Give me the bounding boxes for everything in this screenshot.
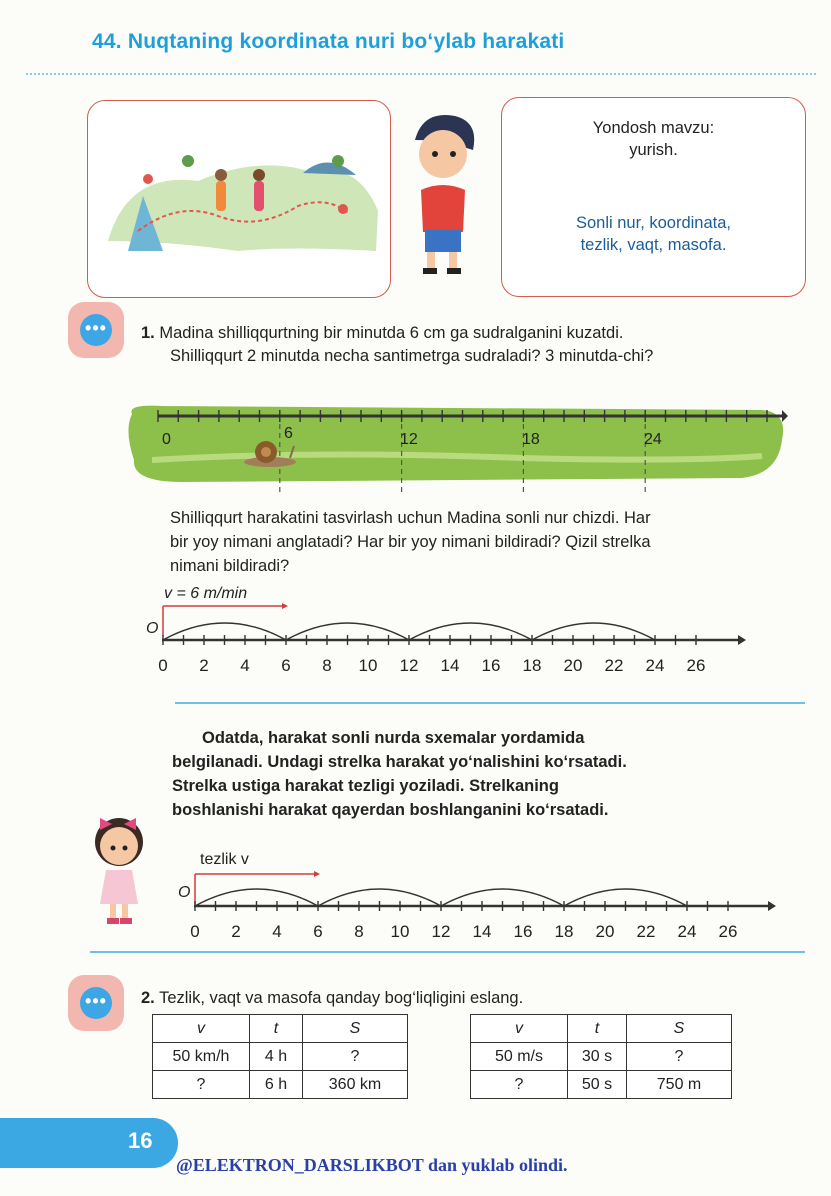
number-line-rule (170, 842, 790, 944)
hiking-illustration-frame (87, 100, 391, 298)
axis-label: 2 (199, 656, 209, 675)
speed-table-2 (470, 1014, 732, 1099)
chat-bubble-icon: ••• (68, 302, 124, 358)
boy-character (403, 110, 483, 280)
girl-character (86, 808, 152, 930)
axis-label: 8 (354, 922, 364, 941)
task1-desc-2: bir yoy nimani anglatadi? Har bir yoy nimani bildiradi? Qizil strelka (170, 533, 651, 551)
axis-label: 4 (240, 656, 250, 675)
speed-label: tezlik v (200, 851, 249, 868)
ruler-label: 12 (400, 431, 418, 448)
axis-label: 8 (322, 656, 332, 675)
axis-label: 6 (313, 922, 323, 941)
related-topic-label: Yondosh mavzu: (592, 119, 715, 137)
page-title: 44. Nuqtaning koordinata nuri bo‘ylab harakati (92, 30, 565, 53)
table-row (153, 1071, 408, 1099)
axis-label: 18 (522, 656, 542, 675)
axis-label: 2 (231, 922, 241, 941)
table-header: S (627, 1015, 732, 1043)
ruler-label: 6 (284, 425, 293, 442)
axis-label: 18 (554, 922, 574, 941)
axis-label: 16 (481, 656, 501, 675)
table-row (153, 1043, 408, 1071)
table-cell: 360 km (303, 1071, 408, 1099)
table-cell: 50 km/h (153, 1043, 250, 1071)
axis-label: 10 (390, 922, 410, 941)
table-cell: ? (303, 1043, 408, 1071)
table-cell: ? (153, 1071, 250, 1099)
task2-text: 2. Tezlik, vaqt va masofa qanday bog‘liqligini eslang. (141, 989, 524, 1007)
speed-table-1 (152, 1014, 408, 1099)
axis-label: 20 (563, 656, 583, 675)
axis-label: 12 (399, 656, 419, 675)
axis-label: 24 (677, 922, 697, 941)
hiking-map-illustration (88, 101, 390, 297)
table-header: t (250, 1015, 303, 1043)
axis-label: 22 (636, 922, 656, 941)
task1-number: 1. (141, 324, 155, 342)
rule-line-2: belgilanadi. Undagi strelka harakat yo‘nalishini ko‘rsatadi. (172, 753, 627, 771)
task2-number: 2. (141, 989, 155, 1007)
ruler-label: 0 (162, 431, 171, 448)
axis-label: 12 (431, 922, 451, 941)
rule-line-3: Strelka ustiga harakat tezligi yoziladi. Strelkaning (172, 777, 559, 795)
axis-label: 26 (718, 922, 738, 941)
axis-label: 20 (595, 922, 615, 941)
snail-ruler-illustration (122, 400, 788, 496)
axis-label: 14 (472, 922, 492, 941)
table-cell: 6 h (250, 1071, 303, 1099)
table-header: v (153, 1015, 250, 1043)
task1-desc-1: Shilliqqurt harakatini tasvirlash uchun Madina sonli nur chizdi. Har (170, 509, 651, 527)
table-header: t (568, 1015, 627, 1043)
related-topic-box (501, 97, 806, 297)
chat-bubble-icon: ••• (68, 975, 124, 1031)
table-cell: 4 h (250, 1043, 303, 1071)
section-divider (175, 702, 805, 704)
keywords-line-1: Sonli nur, koordinata, (575, 214, 732, 232)
table-cell: 750 m (627, 1071, 732, 1099)
origin-label: O (146, 620, 159, 637)
axis-label: 4 (272, 922, 282, 941)
page-number: 16 (128, 1128, 153, 1153)
table-cell: ? (627, 1043, 732, 1071)
table-cell: 30 s (568, 1043, 627, 1071)
axis-label: 0 (190, 922, 200, 941)
table-cell: ? (471, 1071, 568, 1099)
table-cell: 50 s (568, 1071, 627, 1099)
table-row (471, 1071, 732, 1099)
axis-label: 26 (686, 656, 706, 675)
task1-line1: 1. Madina shilliqqurtning bir minutda 6 cm ga sudralganini kuzatdi. (141, 324, 624, 342)
table-row (471, 1043, 732, 1071)
speed-label: v = 6 m/min (164, 585, 248, 602)
axis-label: 14 (440, 656, 460, 675)
axis-label: 16 (513, 922, 533, 941)
table-cell: 50 m/s (471, 1043, 568, 1071)
axis-label: 0 (158, 656, 168, 675)
rule-line-4: boshlanishi harakat qayerdan boshlanganini ko‘rsatadi. (172, 801, 609, 819)
number-line-task1 (140, 578, 760, 680)
axis-label: 24 (645, 656, 665, 675)
origin-label: O (178, 884, 191, 901)
rule-line-1: Odatda, harakat sonli nurda sxemalar yordamida (202, 729, 585, 747)
axis-label: 6 (281, 656, 291, 675)
section-divider (90, 951, 805, 953)
red-arrow-head (314, 871, 320, 877)
ruler-label: 18 (522, 431, 540, 448)
red-arrow-head (282, 603, 288, 609)
table-header: v (471, 1015, 568, 1043)
task1-desc-3: nimani bildiradi? (170, 557, 290, 575)
task1-line2: Shilliqqurt 2 minutda necha santimetrga sudraladi? 3 minutda-chi? (170, 347, 654, 365)
download-footer: @ELEKTRON_DARSLIKBOT dan yuklab olindi. (176, 1155, 568, 1175)
axis-label: 22 (604, 656, 624, 675)
keywords-line-2: tezlik, vaqt, masofa. (580, 236, 727, 254)
axis-label: 10 (358, 656, 378, 675)
title-divider (26, 73, 816, 75)
ruler-label: 24 (644, 431, 662, 448)
related-topic-value: yurish. (629, 141, 678, 159)
table-header: S (303, 1015, 408, 1043)
